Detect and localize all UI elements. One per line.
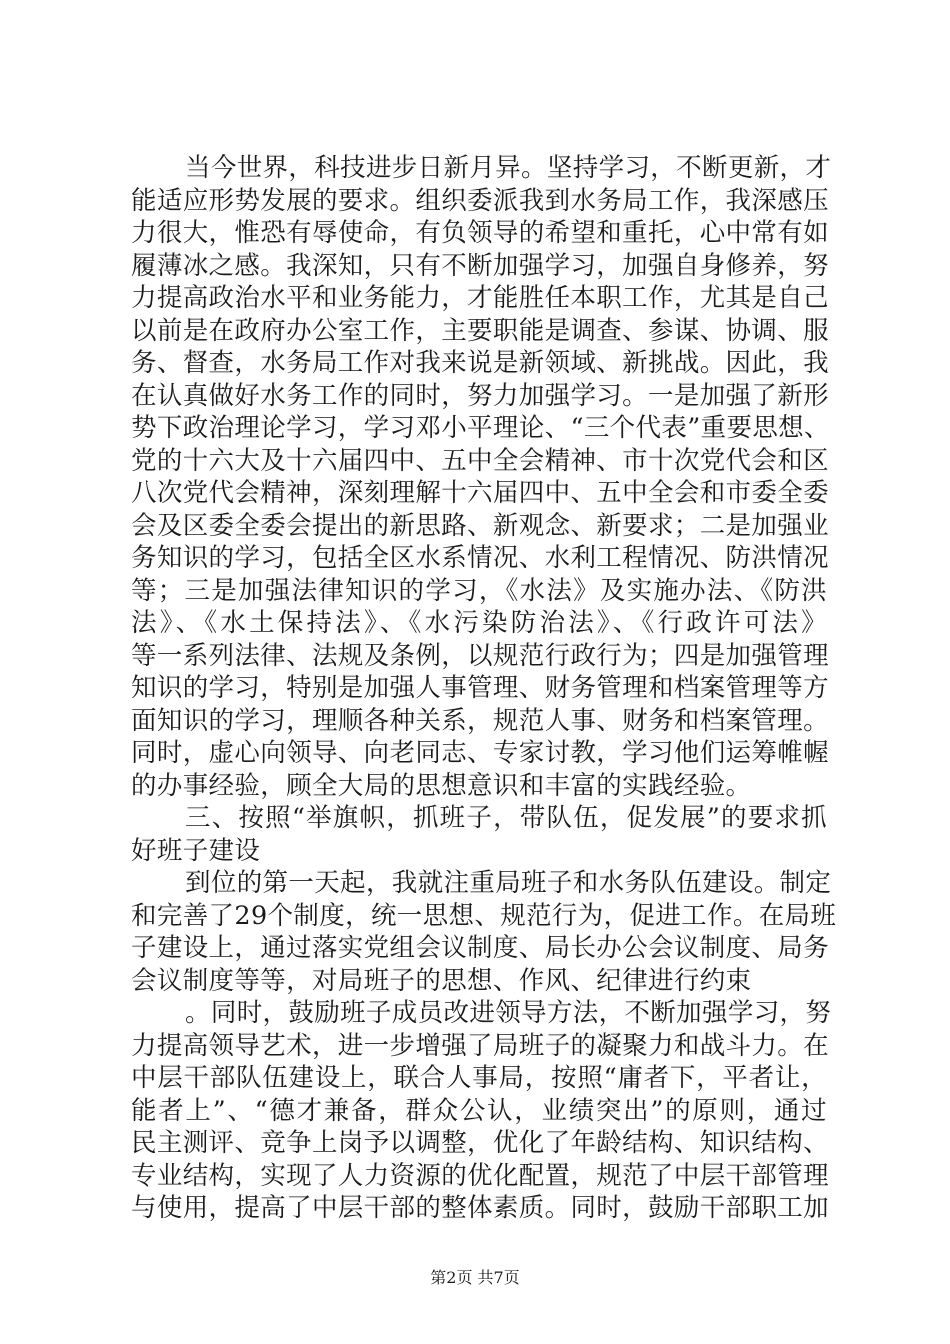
text-line: 能适应形势发展的要求。组织委派我到水务局工作，我深感压 bbox=[131, 185, 829, 216]
text-line: 力提高政治水平和业务能力，才能胜任本职工作，尤其是自己 bbox=[131, 283, 829, 313]
text-line: 力很大，惟恐有辱使命，有负领导的希望和重托，心中常有如 bbox=[131, 218, 829, 248]
text-line: 在认真做好水务工作的同时，努力加强学习。一是加强了新形 bbox=[131, 380, 829, 411]
text-line: 八次党代会精神，深刻理解十六届四中、五中全会和市委全委 bbox=[131, 478, 829, 508]
text-line: 到位的第一天起，我就注重局班子和水务队伍建设。制定 bbox=[185, 868, 832, 898]
text-line: 面知识的学习，理顺各种关系，规范人事、财务和档案管理。 bbox=[131, 705, 829, 736]
text-line: 三、按照“举旗帜，抓班子，带队伍，促发展”的要求抓 bbox=[185, 803, 827, 833]
text-line: 能者上”、“德才兼备，群众公认，业绩突出”的原则，通过 bbox=[131, 1095, 827, 1126]
text-line: 力提高领导艺术，进一步增强了局班子的凝聚力和战斗力。在 bbox=[131, 1030, 829, 1061]
text-line: 以前是在政府办公室工作，主要职能是调查、参谋、协调、服 bbox=[131, 315, 829, 346]
text-line: 党的十六大及十六届四中、五中全会精神、市十次党代会和区 bbox=[131, 445, 829, 476]
text-line: 会议制度等等，对局班子的思想、作风、纪律进行约束 bbox=[131, 965, 752, 996]
text-line: 当今世界，科技进步日新月异。坚持学习，不断更新，才 bbox=[185, 153, 832, 183]
text-line: 会及区委全委会提出的新思路、新观念、新要求；二是加强业 bbox=[131, 510, 829, 541]
text-line: 务知识的学习，包括全区水系情况、水利工程情况、防洪情况 bbox=[131, 543, 829, 573]
text-line: 专业结构，实现了人力资源的优化配置，规范了中层干部管理 bbox=[131, 1160, 829, 1191]
text-line: 知识的学习，特别是加强人事管理、财务管理和档案管理等方 bbox=[131, 673, 829, 703]
text-line: 中层干部队伍建设上，联合人事局，按照“庸者下，平者让， bbox=[131, 1063, 827, 1093]
text-line: 与使用，提高了中层干部的整体素质。同时，鼓励干部职工加 bbox=[131, 1193, 829, 1223]
text-line: 的办事经验，顾全大局的思想意识和丰富的实践经验。 bbox=[131, 770, 752, 801]
text-line: 和完善了29个制度，统一思想、规范行为，促进工作。在局班 bbox=[131, 900, 837, 931]
text-line: 法》、《水土保持法》、《水污染防治法》、《行政许可法》 bbox=[131, 608, 827, 638]
text-line: 等；三是加强法律知识的学习，《水法》及实施办法、《防洪 bbox=[131, 575, 827, 606]
page-footer: 第2页 共7页 bbox=[430, 1268, 520, 1287]
text-line: 民主测评、竞争上岗予以调整，优化了年龄结构、知识结构、 bbox=[131, 1128, 829, 1158]
text-line: 。同时，鼓励班子成员改进领导方法，不断加强学习，努 bbox=[185, 998, 832, 1028]
text-line: 履薄冰之感。我深知，只有不断加强学习，加强自身修养，努 bbox=[131, 250, 829, 281]
text-line: 等一系列法律、法规及条例，以规范行政行为；四是加强管理 bbox=[131, 640, 829, 671]
text-line: 同时，虚心向领导、向老同志、专家讨教，学习他们运筹帷幄 bbox=[131, 738, 829, 768]
text-line: 务、督查，水务局工作对我来说是新领域、新挑战。因此，我 bbox=[131, 348, 829, 378]
text-line: 子建设上，通过落实党组会议制度、局长办公会议制度、局务 bbox=[131, 933, 829, 963]
text-line: 好班子建设 bbox=[131, 835, 261, 866]
body-text bbox=[131, 152, 837, 1225]
text-line: 势下政治理论学习，学习邓小平理论、“三个代表”重要思想、 bbox=[131, 413, 830, 443]
